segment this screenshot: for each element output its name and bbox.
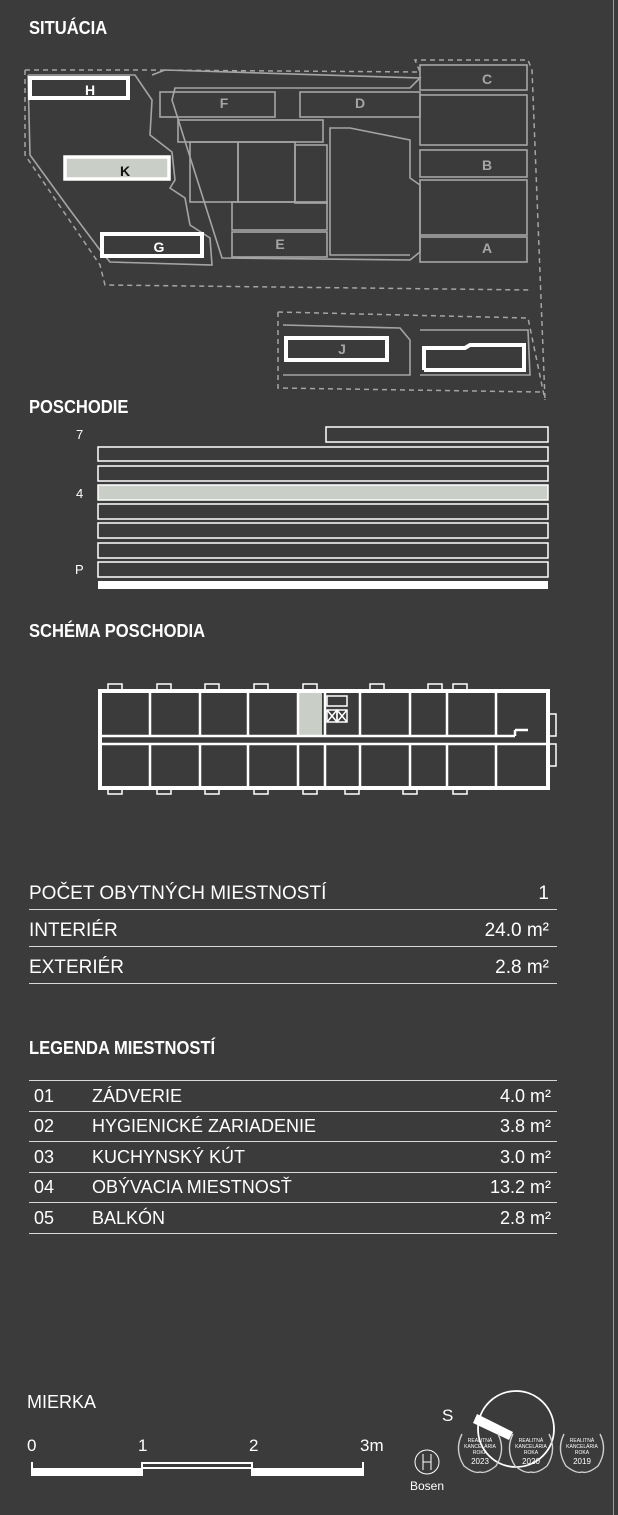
building-label-f: F <box>219 95 229 111</box>
ground-floor-bar <box>98 581 548 589</box>
building-label-b: B <box>481 157 493 173</box>
legend-row <box>29 1142 557 1173</box>
summary-row-exterior <box>29 947 557 984</box>
building-label-d: D <box>354 95 366 111</box>
room-area: 3.8 m² <box>499 1116 551 1136</box>
room-name: KUCHYNSKÝ KÚT <box>92 1146 246 1167</box>
summary-value: 1 <box>538 883 549 904</box>
room-number: 04 <box>34 1177 55 1197</box>
room-number: 02 <box>34 1116 55 1136</box>
room-legend-table <box>29 1080 557 1234</box>
room-number: 01 <box>34 1085 55 1106</box>
building-label-h: H <box>84 82 96 98</box>
summary-label: POČET OBYTNÝCH MIESTNOSTÍ <box>29 883 327 904</box>
building-label-j: J <box>338 341 346 357</box>
floor-label-top: 7 <box>76 427 84 442</box>
svg-text:KANCELÁRIA: KANCELÁRIA <box>566 1444 598 1450</box>
room-area: 4.0 m² <box>499 1085 551 1106</box>
legend-row <box>29 1203 557 1234</box>
award-badge-2019 <box>554 1420 610 1476</box>
building-label-c: C <box>481 71 493 87</box>
room-number: 03 <box>34 1146 55 1167</box>
compass-label: S <box>442 1406 454 1425</box>
svg-text:KANCELÁRIA: KANCELÁRIA <box>515 1444 547 1450</box>
building-label-e: E <box>275 236 285 252</box>
legend-row <box>29 1081 557 1112</box>
summary-value: 24.0 m² <box>484 920 549 941</box>
room-name: ZÁDVERIE <box>92 1085 183 1106</box>
scale-tick-2: 2 <box>249 1436 259 1455</box>
svg-text:ROKA: ROKA <box>574 1450 590 1456</box>
scale-tick-1: 1 <box>138 1436 148 1455</box>
room-number: 05 <box>34 1207 55 1228</box>
floor-label-highlight: 4 <box>76 486 84 501</box>
summary-label: INTERIÉR <box>29 920 118 941</box>
scale-tick-3: 3m <box>360 1436 384 1455</box>
floor-schema-plan <box>0 680 618 810</box>
site-plan <box>0 0 618 400</box>
stair-core <box>327 696 347 722</box>
room-area: 2.8 m² <box>499 1207 551 1228</box>
award-badge-2023 <box>452 1420 508 1476</box>
room-area: 3.0 m² <box>499 1146 551 1167</box>
svg-text:ROKA: ROKA <box>523 1450 539 1456</box>
summary-row-rooms <box>29 872 557 910</box>
highlighted-apartment <box>298 693 322 736</box>
summary-label: EXTERIÉR <box>29 957 125 978</box>
legend-heading: LEGENDA MIESTNOSTÍ <box>29 1038 216 1058</box>
situation-heading: SITUÁCIA <box>29 18 108 38</box>
building-label-k: K <box>119 163 131 179</box>
svg-text:ROKA: ROKA <box>472 1450 488 1456</box>
schema-heading: SCHÉMA POSCHODIA <box>29 621 206 641</box>
logo-text: Bosen <box>409 1479 445 1493</box>
bosen-logo <box>402 1448 452 1508</box>
svg-text:KANCELÁRIA: KANCELÁRIA <box>464 1444 496 1450</box>
svg-text:REALITNÁ: REALITNÁ <box>518 1438 544 1444</box>
svg-text:2020: 2020 <box>522 1457 540 1466</box>
floor-label-ground: P <box>75 562 84 577</box>
svg-text:REALITNÁ: REALITNÁ <box>467 1438 493 1444</box>
room-area: 13.2 m² <box>489 1177 551 1197</box>
summary-row-interior <box>29 910 557 947</box>
summary-value: 2.8 m² <box>495 957 549 978</box>
svg-text:2023: 2023 <box>471 1457 489 1466</box>
scale-bar <box>0 1458 380 1498</box>
legend-row <box>29 1112 557 1143</box>
award-badge-2020 <box>503 1420 559 1476</box>
highlighted-floor-4 <box>98 485 548 500</box>
highlighted-building-k <box>65 157 169 179</box>
floor-stack-diagram <box>0 420 618 600</box>
floors-heading: POSCHODIE <box>29 397 129 417</box>
building-label-g: G <box>153 239 165 255</box>
room-name: BALKÓN <box>92 1207 166 1228</box>
legend-row <box>29 1173 557 1204</box>
room-name: OBÝVACIA MIESTNOSŤ <box>92 1177 292 1197</box>
scale-tick-0: 0 <box>27 1436 37 1455</box>
building-label-a: A <box>481 240 493 256</box>
room-name: HYGIENICKÉ ZARIADENIE <box>92 1116 317 1136</box>
svg-text:2019: 2019 <box>573 1457 591 1466</box>
svg-text:REALITNÁ: REALITNÁ <box>569 1438 595 1444</box>
scale-heading: MIERKA <box>27 1392 97 1412</box>
